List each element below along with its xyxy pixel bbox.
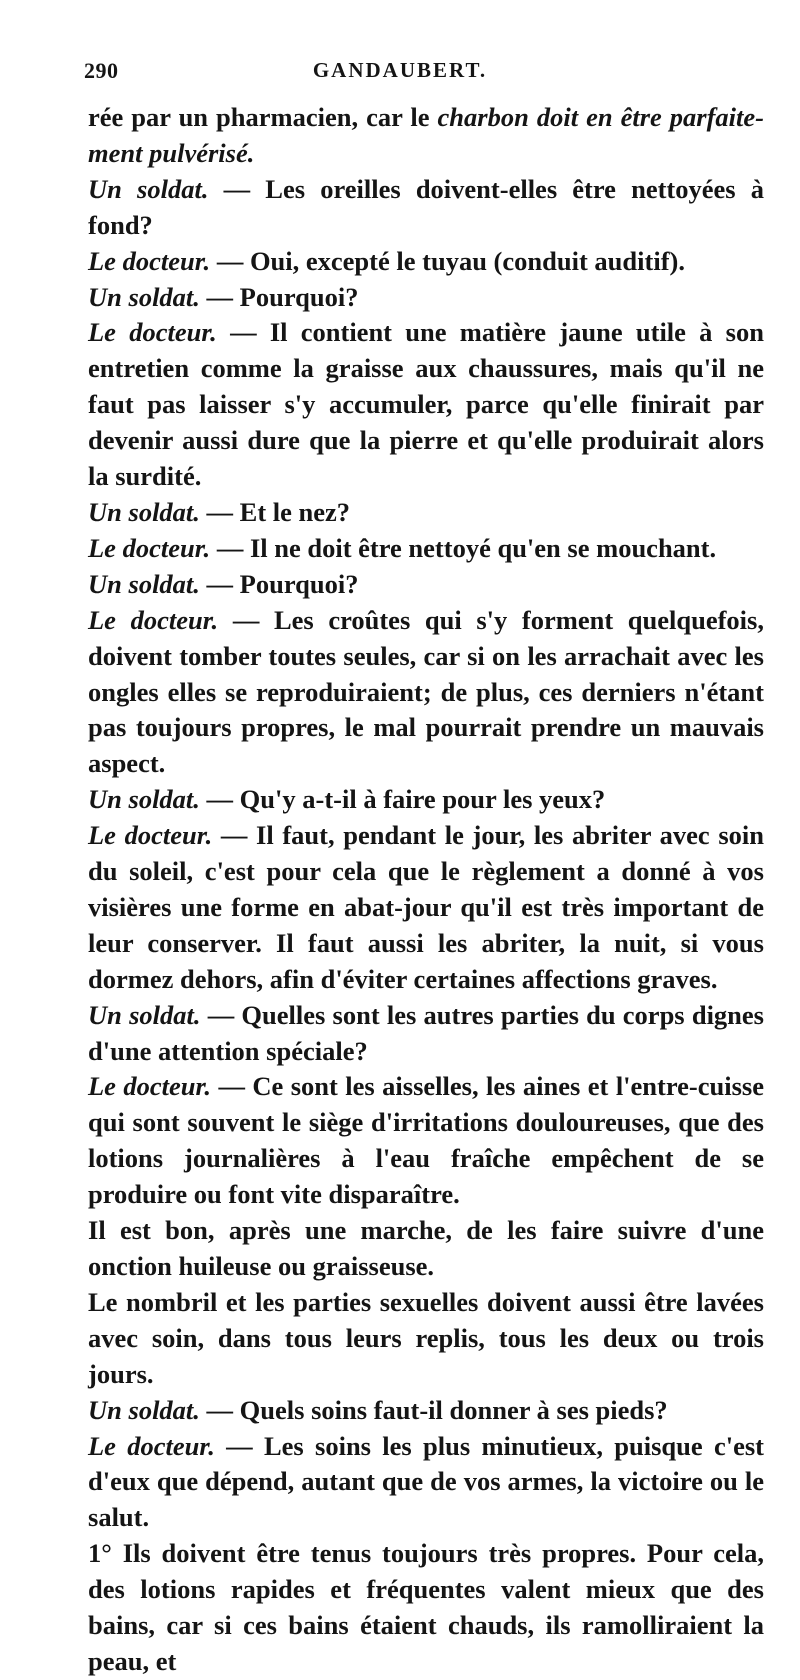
paragraph — [88, 1213, 764, 1285]
body-text-run: — Il faut, pendant le jour, les abriter avec soin du soleil, c'est pour cela que le règlement a donné à vos visières une forme en abat-jour qu'il est très important de leur conserver. Il faut aussi les abriter, la nuit, si vous dormez dehors, afin d'éviter certaines affections graves. — [88, 820, 764, 994]
paragraph — [88, 1069, 764, 1213]
paragraph — [88, 1536, 764, 1680]
body-text-run: — Les oreilles doivent-elles être nettoyées à fond? — [88, 173, 764, 240]
paragraph — [88, 998, 764, 1070]
paragraph — [88, 531, 764, 567]
body-text-run: — Et le nez? — [199, 496, 351, 527]
italic-text: Un soldat. — [88, 999, 201, 1030]
paragraph — [88, 1393, 764, 1429]
body-text-run: — Il ne doit être nettoyé qu'en se mouchant. — [210, 532, 717, 563]
italic-text: Un soldat. — [88, 173, 209, 204]
body-text-run: 1° Ils doivent être tenus toujours très propres. Pour cela, des lotions rapides et fréquentes valent mieux que des bains, car si ces bains étaient chauds, ils ramolliraient la peau, et — [88, 1538, 764, 1676]
body-text-run: — Quelles sont les autres parties du corps dignes d'une attention spéciale? — [88, 999, 764, 1066]
paragraph — [88, 1429, 764, 1537]
page-header — [0, 58, 800, 88]
body-text-run: — Les soins les plus minutieux, puisque c'est d'eux que dépend, autant que de vos armes, la victoire ou le salut. — [88, 1430, 764, 1533]
paragraph — [88, 1285, 764, 1393]
paragraph — [88, 603, 764, 783]
paragraph — [88, 100, 764, 172]
italic-text: Le docteur. — [88, 245, 211, 276]
body-text-run: — Pourquoi? — [199, 281, 359, 312]
body-text — [88, 100, 764, 1680]
body-text-run: rée par un pharmacien, car le — [88, 102, 438, 132]
body-text-run: — Pourquoi? — [199, 568, 359, 599]
italic-text: Le docteur. — [88, 317, 217, 348]
body-text-run: — Qu'y a-t-il à faire pour les yeux? — [199, 784, 606, 815]
body-text-run: — Les croûtes qui s'y forment quelquefois, doivent tomber toutes seules, car si on les arrachait avec les ongles elles se reproduiraient; de plus, ces derniers n'étant pas toujours propres, le mal pourrait prendre un mauvais aspect. — [88, 604, 764, 779]
italic-text: Le docteur. — [88, 532, 211, 563]
italic-text: Un soldat. — [88, 281, 200, 312]
italic-text: Un soldat. — [88, 568, 200, 599]
italic-text: charbon doit en être parfaite-ment pulvérisé. — [88, 102, 764, 168]
italic-text: Le docteur. — [88, 604, 219, 635]
paragraph — [88, 818, 764, 998]
running-title: GANDAUBERT. — [312, 58, 488, 82]
page-number: 290 — [84, 58, 119, 83]
body-text-run: Il est bon, après une marche, de les faire suivre d'une onction huileuse ou graisseuse. — [88, 1215, 764, 1281]
paragraph — [88, 782, 764, 818]
body-text-run: — Quels soins faut-il donner à ses pieds? — [199, 1394, 668, 1425]
body-text-run: — Ce sont les aisselles, les aines et l'entre-cuisse qui sont souvent le siège d'irritations douloureuses, que des lotions journalières à l'eau fraîche empêchent de se produire ou font vite disparaître. — [88, 1071, 764, 1210]
paragraph — [88, 315, 764, 495]
body-text-run: — Il contient une matière jaune utile à son entretien comme la graisse aux chaussures, mais qu'il ne faut pas laisser s'y accumuler, parce qu'elle finirait par devenir aussi dure que la pierre et qu'elle produirait alors la surdité. — [88, 317, 764, 492]
paragraph — [88, 244, 764, 280]
italic-text: Un soldat. — [88, 1394, 200, 1425]
paragraph — [88, 172, 764, 244]
paragraph — [88, 280, 764, 316]
italic-text: Le docteur. — [88, 1071, 211, 1102]
italic-text: Un soldat. — [88, 496, 200, 527]
italic-text: Le docteur. — [88, 1430, 215, 1461]
body-text-run: — Oui, excepté le tuyau (conduit auditif). — [210, 245, 685, 276]
paragraph — [88, 567, 764, 603]
italic-text: Le docteur. — [88, 820, 213, 851]
italic-text: Un soldat. — [88, 784, 200, 815]
paragraph — [88, 495, 764, 531]
body-text-run: Le nombril et les parties sexuelles doivent aussi être lavées avec soin, dans tous leurs replis, tous les deux ou trois jours. — [88, 1286, 764, 1389]
